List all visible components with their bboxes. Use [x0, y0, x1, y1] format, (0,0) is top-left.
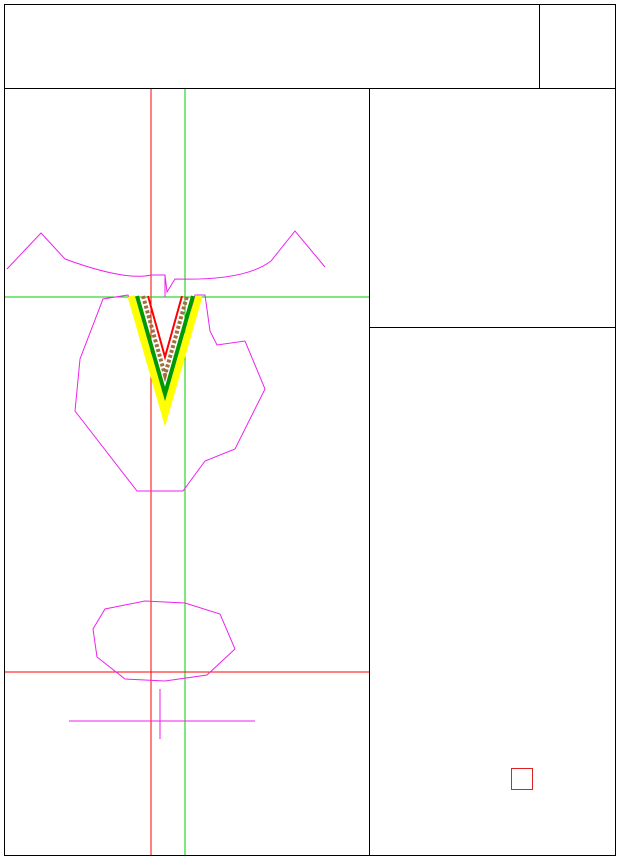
barcode — [9, 37, 117, 57]
design-line — [8, 62, 14, 72]
embroidery-preview — [5, 89, 369, 855]
neckline-outline — [7, 231, 325, 292]
seal-stamp — [511, 768, 533, 790]
colorway-line — [8, 75, 14, 85]
lower-panel-outline — [93, 601, 235, 681]
panel-divider — [369, 88, 370, 856]
stats-divider — [539, 4, 540, 88]
table-bottom-divider — [369, 327, 616, 328]
